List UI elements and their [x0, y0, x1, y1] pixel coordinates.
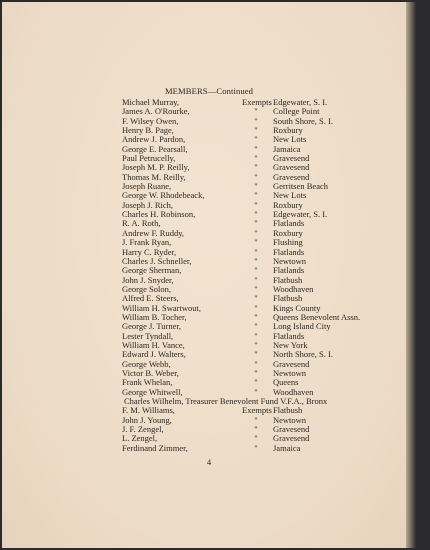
- member-status: ": [254, 227, 258, 238]
- member-entry-full: Charles Wilhelm, Treasurer Benevolent Fund V.F.A., Bronx: [124, 396, 328, 406]
- member-name: F. Wilsey Owen,: [122, 115, 179, 126]
- member-place: Edgewater, S. I.: [273, 97, 328, 107]
- member-row: [2, 238, 416, 247]
- document-page: [2, 2, 416, 548]
- member-name: R. A. Roth,: [122, 218, 161, 229]
- member-row: [2, 322, 416, 331]
- member-name: Thomas M. Reilly,: [122, 171, 186, 182]
- member-row: [2, 98, 416, 107]
- member-name: Frank Whelan,: [122, 377, 173, 388]
- member-name: John J. Young,: [122, 414, 172, 425]
- member-row: [2, 276, 416, 285]
- member-place: Gravesend: [273, 358, 310, 369]
- member-place: Gerritsen Beach: [273, 181, 328, 192]
- member-name: Michael Murray,: [122, 97, 180, 107]
- member-place: Flatbush: [273, 405, 303, 416]
- member-place: Gravesend: [273, 424, 310, 435]
- member-place: Woodhaven: [273, 386, 314, 397]
- member-place: Newtown: [273, 255, 307, 266]
- member-place: Roxbury: [273, 199, 303, 210]
- member-place: Flatlands: [273, 218, 305, 229]
- member-place: South Shore, S. I.: [273, 115, 333, 126]
- member-status: ": [254, 349, 258, 360]
- member-name: Henry B. Page,: [122, 125, 174, 136]
- member-place: North Shore, S. I.: [273, 349, 333, 360]
- member-name: L. Zengel,: [122, 433, 158, 444]
- member-name: Charles H. Robinson,: [122, 209, 196, 220]
- member-status: ": [254, 367, 258, 378]
- member-status: ": [254, 181, 258, 192]
- member-status: ": [254, 265, 258, 276]
- member-row: [2, 341, 416, 350]
- member-row: [2, 257, 416, 266]
- member-name: J. Frank Ryan,: [122, 237, 172, 248]
- member-row: [2, 201, 416, 210]
- member-place: New Lots: [273, 134, 307, 145]
- member-name: Paul Petrucelly,: [122, 153, 176, 164]
- member-place: Newtown: [273, 367, 307, 378]
- member-status: ": [254, 190, 258, 201]
- member-row: [2, 285, 416, 294]
- member-row: [2, 378, 416, 387]
- member-place: Flatlands: [273, 265, 305, 276]
- member-row: [2, 369, 416, 378]
- member-row: [2, 416, 416, 425]
- member-name: George Solon,: [122, 283, 171, 294]
- member-status: ": [254, 283, 258, 294]
- member-place: Newtown: [273, 414, 307, 425]
- member-status: ": [254, 199, 258, 210]
- member-row: [2, 248, 416, 257]
- page-spine-shadow: [406, 2, 416, 548]
- member-status: Exempts: [242, 97, 272, 107]
- member-place: Roxbury: [273, 227, 303, 238]
- member-status: ": [254, 386, 258, 397]
- member-row: [2, 126, 416, 135]
- member-place: Jamaica: [273, 143, 301, 154]
- member-status: ": [254, 274, 258, 285]
- member-place: Edgewater, S. I.: [273, 209, 328, 220]
- member-name: Lester Tyndall,: [122, 330, 174, 341]
- member-name: James A. O'Rourke,: [122, 106, 190, 117]
- member-name: George Webb,: [122, 358, 171, 369]
- member-place: Flatlands: [273, 330, 305, 341]
- member-row: [2, 266, 416, 275]
- member-name: Edward J. Walters,: [122, 349, 186, 360]
- member-status: ": [254, 246, 258, 257]
- member-status: ": [254, 330, 258, 341]
- member-status: ": [254, 414, 258, 425]
- member-place: Woodhaven: [273, 283, 314, 294]
- member-place: Gravesend: [273, 433, 310, 444]
- member-place: Flatbush: [273, 274, 303, 285]
- member-place: Kings County: [273, 302, 321, 313]
- member-row: [2, 313, 416, 322]
- member-name: Alfred E. Steers,: [122, 293, 179, 304]
- member-row: [2, 117, 416, 126]
- member-place: Jamaica: [273, 442, 301, 453]
- member-status: ": [254, 106, 258, 117]
- member-status: ": [254, 442, 258, 453]
- member-name: George W. Rhodebeack,: [122, 190, 205, 201]
- member-name: Ferdinand Zimmer,: [122, 442, 188, 453]
- member-place: Flatlands: [273, 246, 305, 257]
- member-name: F. M. Williams,: [122, 405, 175, 416]
- member-row: [2, 332, 416, 341]
- member-status: ": [254, 115, 258, 126]
- page-heading: MEMBERS—Continued: [164, 86, 254, 96]
- member-status: ": [254, 358, 258, 369]
- member-row: [2, 191, 416, 200]
- member-name: Joseph Ruane,: [122, 181, 172, 192]
- member-row: [2, 350, 416, 359]
- member-status: ": [254, 339, 258, 350]
- member-status: ": [254, 162, 258, 173]
- member-status: ": [254, 433, 258, 444]
- member-row: [2, 219, 416, 228]
- member-status: ": [254, 171, 258, 182]
- member-row: [2, 406, 416, 415]
- member-name: Victor B. Weber,: [122, 367, 179, 378]
- member-name: J. F. Zengel,: [122, 424, 164, 435]
- member-row: [2, 229, 416, 238]
- member-row: [2, 210, 416, 219]
- member-row: [2, 397, 416, 406]
- member-row: [2, 425, 416, 434]
- member-name: Joseph J. Rich,: [122, 199, 173, 210]
- member-row: [2, 434, 416, 443]
- member-status: ": [254, 134, 258, 145]
- member-status: ": [254, 218, 258, 229]
- member-row: [2, 163, 416, 172]
- member-name: Andrew F. Ruddy,: [122, 227, 185, 238]
- member-status: ": [254, 302, 258, 313]
- member-name: Harry C. Ryder,: [122, 246, 177, 257]
- member-name: William H. Swartwout,: [122, 302, 201, 313]
- member-place: Gravesend: [273, 153, 310, 164]
- member-status: Exempts: [242, 405, 272, 416]
- member-status: ": [254, 321, 258, 332]
- member-place: Queens Benevolent Assn.: [273, 311, 361, 322]
- member-place: Gravesend: [273, 162, 310, 173]
- members-list: [2, 98, 416, 453]
- member-row: [2, 107, 416, 116]
- member-name: Joseph M. P. Reilly,: [122, 162, 190, 173]
- member-name: George Sherman,: [122, 265, 182, 276]
- member-name: William B. Tocher,: [122, 311, 187, 322]
- member-row: [2, 444, 416, 453]
- page-number: 4: [206, 457, 212, 467]
- member-place: New Lots: [273, 190, 307, 201]
- member-place: Flatbush: [273, 293, 303, 304]
- member-name: George J. Turner,: [122, 321, 182, 332]
- member-row: [2, 135, 416, 144]
- member-status: ": [254, 209, 258, 220]
- member-name: William H. Vance,: [122, 339, 185, 350]
- member-row: [2, 145, 416, 154]
- member-status: ": [254, 237, 258, 248]
- member-status: ": [254, 424, 258, 435]
- member-place: New York: [273, 339, 308, 350]
- member-place: Long Island City: [273, 321, 331, 332]
- member-name: John J. Snyder,: [122, 274, 174, 285]
- member-status: ": [254, 311, 258, 322]
- member-status: ": [254, 377, 258, 388]
- member-place: College Point: [273, 106, 320, 117]
- member-status: ": [254, 255, 258, 266]
- member-row: [2, 173, 416, 182]
- member-row: [2, 182, 416, 191]
- member-row: [2, 360, 416, 369]
- member-place: Flushing: [273, 237, 303, 248]
- member-row: [2, 154, 416, 163]
- member-place: Roxbury: [273, 125, 303, 136]
- member-status: ": [254, 143, 258, 154]
- member-name: Andrew J. Pardon,: [122, 134, 186, 145]
- member-status: ": [254, 153, 258, 164]
- member-name: Charles J. Schneller,: [122, 255, 192, 266]
- member-status: ": [254, 293, 258, 304]
- member-row: [2, 294, 416, 303]
- member-status: ": [254, 125, 258, 136]
- member-place: Queens: [273, 377, 299, 388]
- member-name: George E. Pearsall,: [122, 143, 188, 154]
- member-name: George Whitwell,: [122, 386, 183, 397]
- member-place: Gravesend: [273, 171, 310, 182]
